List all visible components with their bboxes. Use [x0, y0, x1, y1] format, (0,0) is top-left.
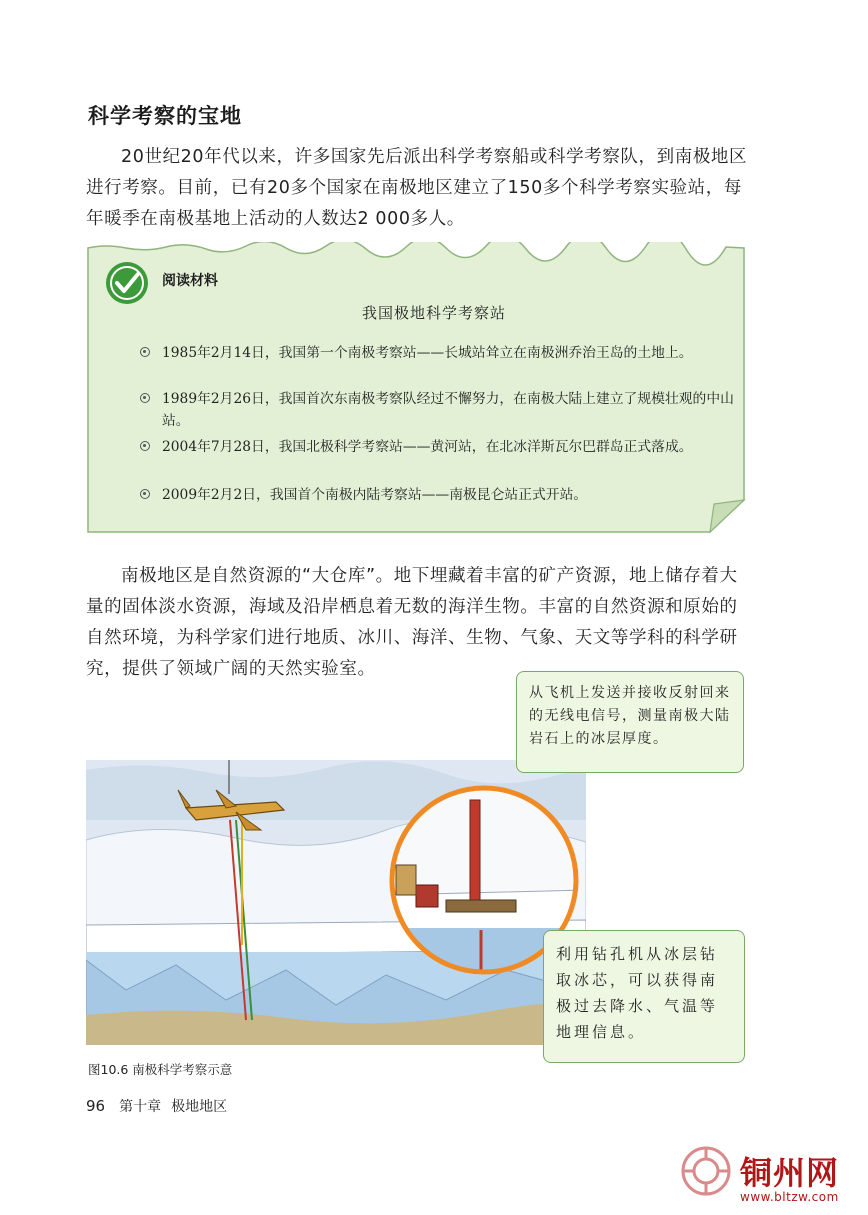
figure-caption: 图10.6 南极科学考察示意: [88, 1062, 233, 1077]
reading-label: 阅读材料: [162, 273, 218, 289]
bullet-icon: [140, 393, 150, 403]
antarctic-survey-illustration: [86, 760, 586, 1045]
list-item: 2004年7月28日，我国北极科学考察站——黄河站，在北冰洋斯瓦尔巴群岛正式落成。: [140, 436, 740, 458]
list-item: 1989年2月26日，我国首次东南极考察队经过不懈努力，在南极大陆上建立了规模壮观的中山站。: [140, 388, 740, 432]
watermark-logo-icon: [680, 1145, 732, 1197]
bullet-icon: [140, 489, 150, 499]
watermark-name: 铜州网: [740, 1154, 840, 1192]
page-number: 96: [86, 1097, 106, 1115]
page-footer: [86, 1096, 227, 1116]
watermark-url: www.bltzw.com: [740, 1190, 839, 1204]
resources-paragraph: 南极地区是自然资源的“大仓库”。地下埋藏着丰富的矿产资源，地上储存着大量的固体淡水资源，海域及沿岸栖息着无数的海洋生物。丰富的自然资源和原始的自然环境，为科学家们进行地质、冰川、海洋、生物、气象、天文等学科的科学研究，提供了领域广阔的天然实验室。: [86, 566, 738, 679]
list-item: 1985年2月14日，我国第一个南极考察站——长城站耸立在南极洲乔治王岛的土地上。: [140, 342, 740, 364]
bullet-icon: [140, 441, 150, 451]
bullet-icon: [140, 347, 150, 357]
intro-paragraph: 20世纪20年代以来，许多国家先后派出科学考察船或科学考察队，到南极地区进行考察。目前，已有20多个国家在南极地区建立了150多个科学考察实验站，每年暖季在南极基地上活动的人数达2 000多人。: [86, 147, 748, 229]
reading-title: 我国极地科学考察站: [361, 304, 506, 322]
section-title: 科学考察的宝地: [88, 104, 242, 128]
reading-logo-icon: [104, 260, 150, 306]
callout-drill: 利用钻孔机从冰层钻取冰芯，可以获得南极过去降水、气温等地理信息。: [543, 930, 745, 1063]
chapter-number: 第十章: [119, 1099, 162, 1115]
callout-radar: 从飞机上发送并接收反射回来的无线电信号，测量南极大陆岩石上的冰层厚度。: [516, 671, 744, 773]
chapter-title: 极地地区: [171, 1099, 228, 1115]
list-item: 2009年2月2日，我国首个南极内陆考察站——南极昆仑站正式开站。: [140, 484, 740, 506]
